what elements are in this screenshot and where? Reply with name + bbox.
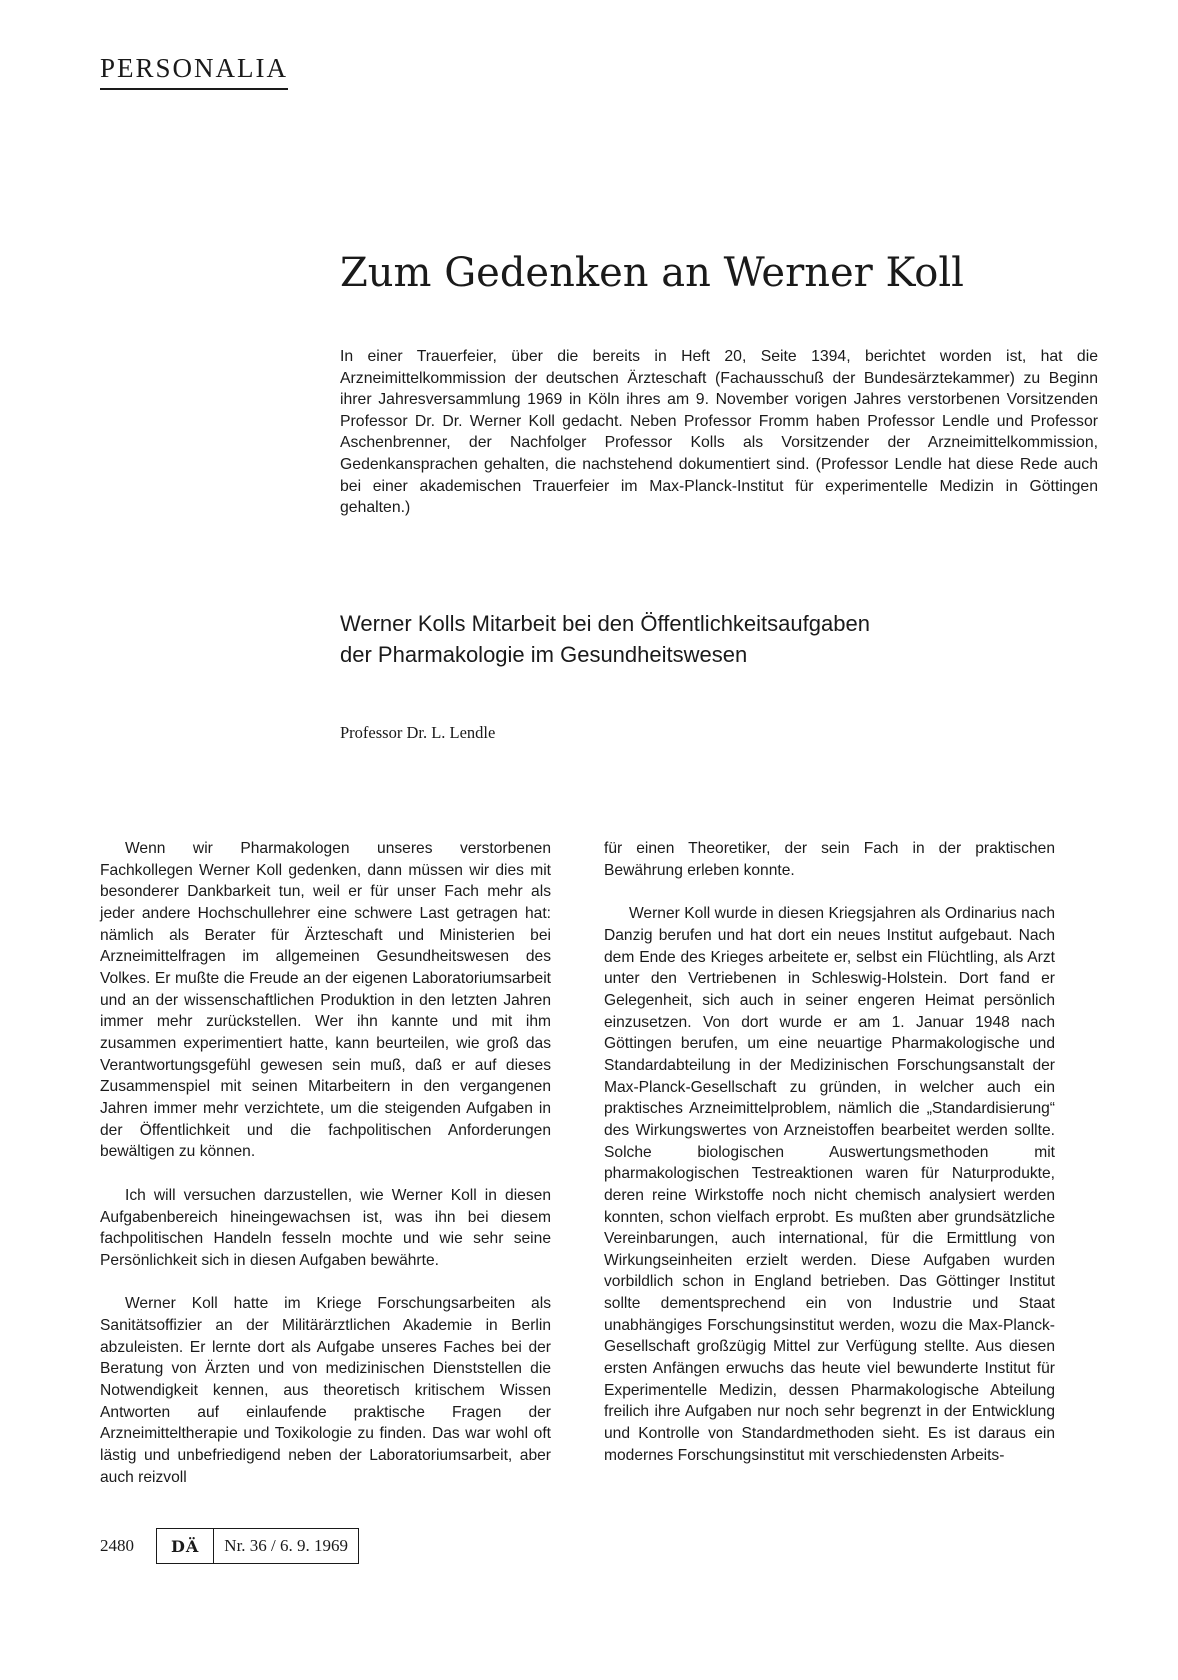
body-paragraph: Werner Koll wurde in diesen Kriegsjahren als Ordinarius nach Danzig berufen und hat dort ein neues Institut aufgebaut. Nach dem Ende des Krieges arbeitete er, selbst ein Flüchtling, als Arzt unter den Vertriebenen in Schleswig-Holstein. Dort fand er Gelegenheit, sich auch in seiner engeren Heimat persönlich einzusetzen. Von dort wurde er am 1. Januar 1948 nach Göttingen berufen, um eine neuartige Pharmakologische und Standardabteilung in der Medizinischen Forschungsanstalt der Max-Planck-Gesellschaft zu gründen, in welcher auch ein praktisches Arzneimittelproblem, nämlich die „Standardisierung“ des Wirkungswertes von Arzneistoffen bearbeitet werden sollte. Solche biologischen Auswertungsmethoden mit pharmakologischen Testreaktionen waren für Naturprodukte, deren reine Wirkstoffe noch nicht chemisch analysiert werden konnten, schon vielfach erprobt. Es mußten aber grundsätzliche Vereinbarungen, auch international, für die Ermittlung von Wirkungseinheiten erzielt werden. Diese Aufgaben wurden vorbildlich schon in England betrieben. Das Göttinger Institut sollte dementsprechend ein von Industrie und Staat unabhängiges Forschungsinstitut werden, wozu die Max-Planck-Gesellschaft großzügig Mittel zur Verfügung stellte. Aus diesen ersten Anfängen erwuchs das heute viel bewunderte Institut für Experimentelle Medizin, dessen Pharmakologische Abteilung freilich ihre Aufgaben nur noch sehr begrenzt in der Entwicklung und Kontrolle von Standardmethoden sieht. Es ist daraus ein modernes Forschungsinstitut mit verschiedensten Arbeits- [604, 905, 1055, 1464]
subtitle-line: der Pharmakologie im Gesundheitswesen [340, 642, 748, 667]
article-subtitle [340, 608, 1100, 670]
section-label: PERSONALIA [100, 52, 288, 90]
page-number: 2480 [100, 1536, 134, 1555]
left-column [100, 838, 551, 1510]
body-paragraph: Werner Koll hatte im Kriege Forschungsarbeiten als Sanitätsoffizier an der Militärärztlichen Akademie in Berlin abzuleisten. Er lernte dort als Aufgabe unseres Faches bei der Beratung von Ärzten und von medizinischen Dienststellen die Notwendigkeit kennen, aus theoretisch kritischem Wissen Antworten auf einlaufende praktische Fragen der Arzneimitteltherapie und Toxikologie zu finden. Das war wohl oft lästig und unbefriedigend neben der Laboratoriumsarbeit, aber auch reizvoll [100, 1295, 551, 1486]
subtitle-line: Werner Kolls Mitarbeit bei den Öffentlichkeitsaufgaben [340, 611, 870, 636]
journal-issue: Nr. 36 / 6. 9. 1969 [224, 1536, 349, 1555]
right-column [604, 838, 1055, 1488]
journal-reference [156, 1528, 359, 1564]
author-line: Professor Dr. L. Lendle [340, 723, 496, 742]
body-paragraph: Ich will versuchen darzustellen, wie Werner Koll in diesen Aufgabenbereich hineingewachsen ist, was ihn bei diesem fachpolitischen Handeln fesseln mochte und wie sehr seine Persönlichkeit sich in diesen Aufgaben bewährte. [100, 1186, 551, 1269]
article-title: Zum Gedenken an Werner Koll [340, 250, 964, 296]
body-paragraph: Wenn wir Pharmakologen unseres verstorbenen Fachkollegen Werner Koll gedenken, dann müssen wir dies mit besonderer Dankbarkeit tun, weil er für unser Fach mehr als jeder andere Hochschullehrer eine schwere Last getragen hat: nämlich als Berater für Ärzteschaft und Ministerien bei Arzneimittelfragen im allgemeinen Gesundheitswesen des Volkes. Er mußte die Freude an der eigenen Laboratoriumsarbeit und an der wissenschaftlichen Produktion in den letzten Jahren immer mehr zurückstellen. Wer ihn kannte und mit ihm zusammen experimentiert hatte, kann beurteilen, wie groß das Verantwortungsgefühl gewesen sein muß, daß er auf dieses Zusammenspiel mit seinen Mitarbeitern in den vergangenen Jahren immer mehr verzichtete, um die steigenden Aufgaben in der Öffentlichkeit und die fachpolitischen Anforderungen bewältigen zu können. [100, 840, 551, 1161]
journal-logo: DÄ [157, 1529, 214, 1563]
page-footer [100, 1526, 359, 1566]
body-paragraph-continuation: für einen Theoretiker, der sein Fach in der praktischen Bewährung erleben konnte. [604, 840, 1055, 879]
intro-paragraph: In einer Trauerfeier, über die bereits in Heft 20, Seite 1394, berichtet worden ist, hat die Arzneimittelkommission der deutschen Ärzteschaft (Fachausschuß der Bundesärztekammer) zu Beginn ihrer Jahresversammlung 1969 in Köln ihres am 9. November vorigen Jahres verstorbenen Vorsitzenden Professor Dr. Dr. Werner Koll gedacht. Neben Professor Fromm haben Professor Lendle und Professor Aschenbrenner, der Nachfolger Professor Kolls als Vorsitzender der Arzneimittelkommission, Gedenkansprachen gehalten, die nachstehend dokumentiert sind. (Professor Lendle hat diese Rede auch bei einer akademischen Trauerfeier im Max-Planck-Institut für experimentelle Medizin in Göttingen gehalten.) [340, 348, 1098, 517]
